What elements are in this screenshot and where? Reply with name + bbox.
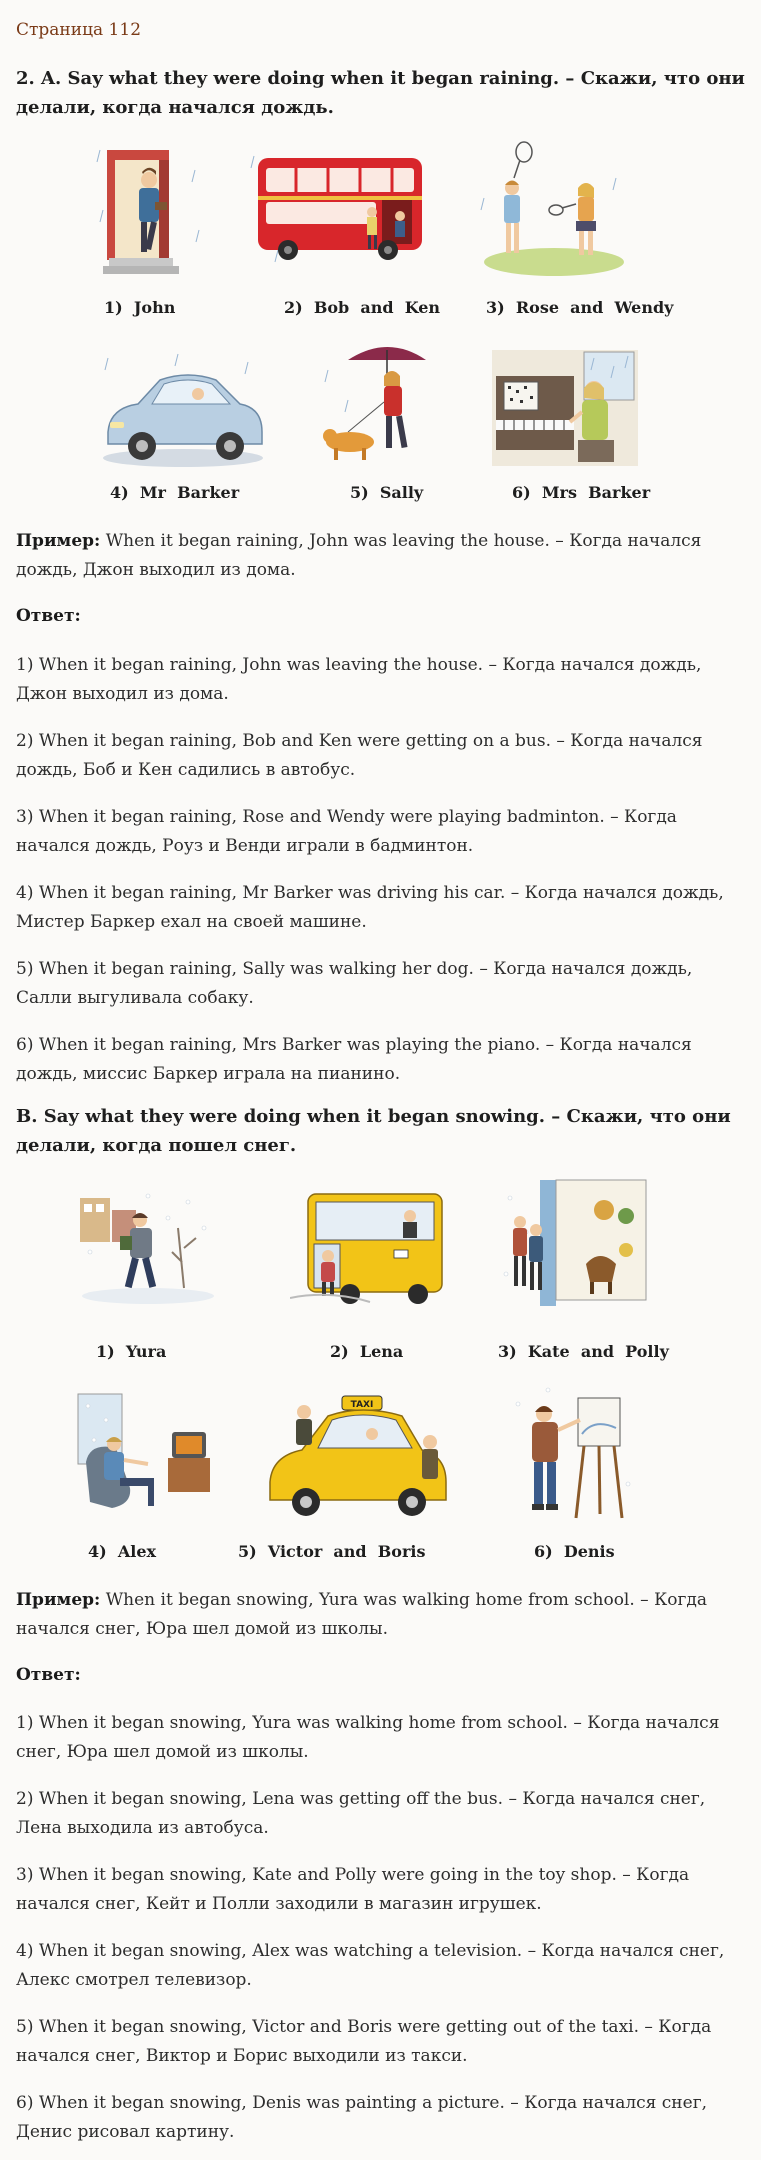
- illustration-john-leaving-house: [95, 140, 205, 280]
- page-label: Страница 112: [16, 20, 142, 40]
- caption-john: 1) John: [104, 298, 176, 317]
- example-text: When it began snowing, Yura was walking home from school. – Когда начался снег, Юра шел домой из школы.: [16, 1590, 707, 1639]
- section-a-answer-4: 4) When it began raining, Mr Barker was driving his car. – Когда начался дождь, Мистер Баркер ехал на своей машине.: [16, 883, 724, 932]
- section-b-answer-4: 4) When it began snowing, Alex was watching a television. – Когда начался снег, Алекс смотрел телевизор.: [16, 1941, 725, 1990]
- example-label: Пример:: [16, 1590, 101, 1610]
- section-b-heading: B. Say what they were doing when it began snowing. – Скажи, что они делали, когда пошел снег.: [16, 1106, 731, 1156]
- caption-victor-and-boris: 5) Victor and Boris: [238, 1542, 426, 1561]
- caption-rose-and-wendy: 3) Rose and Wendy: [486, 298, 674, 317]
- section-a-answer-1: 1) When it began raining, John was leaving the house. – Когда начался дождь, Джон выходил из дома.: [16, 655, 702, 704]
- illustration-yura-walking-home: [78, 1188, 220, 1306]
- caption-mrs-barker: 6) Mrs Barker: [512, 483, 651, 502]
- section-a-answer-2: 2) When it began raining, Bob and Ken were getting on a bus. – Когда начался дождь, Боб и Кен садились в автобус.: [16, 731, 703, 780]
- illustration-lena-getting-off-bus: [290, 1186, 450, 1308]
- example-label: Пример:: [16, 531, 101, 551]
- taxi-sign-text: TAXI: [350, 1400, 374, 1410]
- illustration-mrs-barker-piano: [490, 346, 640, 468]
- section-a-answer-3: 3) When it began raining, Rose and Wendy were playing badminton. – Когда начался дождь, Роуз и Венди играли в бадминтон.: [16, 807, 677, 856]
- section-a-answer-label: Ответ:: [16, 606, 81, 626]
- caption-bob-and-ken: 2) Bob and Ken: [284, 298, 441, 317]
- section-b-answer-6: 6) When it began snowing, Denis was painting a picture. – Когда начался снег, Денис рисовал картину.: [16, 2093, 708, 2142]
- section-a-answer-5: 5) When it began raining, Sally was walking her dog. – Когда начался дождь, Салли выгуливала собаку.: [16, 959, 693, 1008]
- example-text: When it began raining, John was leaving the house. – Когда начался дождь, Джон выходил из дома.: [16, 531, 702, 580]
- caption-mr-barker: 4) Mr Barker: [110, 483, 240, 502]
- section-a-heading: 2. A. Say what they were doing when it began raining. – Скажи, что они делали, когда начался дождь.: [16, 68, 745, 118]
- caption-denis: 6) Denis: [534, 1542, 615, 1561]
- section-b-answer-1: 1) When it began snowing, Yura was walking home from school. – Когда начался снег, Юра шел домой из школы.: [16, 1713, 720, 1762]
- illustration-kate-polly-toy-shop: [500, 1178, 650, 1308]
- illustration-mr-barker-car: [98, 352, 268, 470]
- caption-kate-and-polly: 3) Kate and Polly: [498, 1342, 669, 1361]
- illustration-alex-watching-tv: [76, 1392, 216, 1520]
- section-a-answer-6: 6) When it began raining, Mrs Barker was playing the piano. – Когда начался дождь, миссис Баркер играла на пианино.: [16, 1035, 692, 1084]
- section-b-example: [16, 1586, 746, 1644]
- section-b-answer-5: 5) When it began snowing, Victor and Boris were getting out of the taxi. – Когда начался снег, Виктор и Борис выходили из такси.: [16, 2017, 712, 2066]
- section-b-answer-label: Ответ:: [16, 1665, 81, 1685]
- section-b-answer-3: 3) When it began snowing, Kate and Polly were going in the toy shop. – Когда начался снег, Кейт и Полли заходили в магазин игрушек.: [16, 1865, 690, 1914]
- section-a-example: [16, 527, 746, 585]
- illustration-victor-boris-taxi: [262, 1392, 452, 1522]
- illustration-sally-walking-dog: [318, 340, 428, 472]
- caption-sally: 5) Sally: [350, 483, 424, 502]
- illustration-bob-ken-bus: [248, 150, 428, 268]
- caption-alex: 4) Alex: [88, 1542, 157, 1561]
- illustration-denis-painting: [508, 1384, 638, 1522]
- section-b-answer-2: 2) When it began snowing, Lena was getting off the bus. – Когда начался снег, Лена выходила из автобуса.: [16, 1789, 706, 1838]
- caption-yura: 1) Yura: [96, 1342, 167, 1361]
- caption-lena: 2) Lena: [330, 1342, 404, 1361]
- illustration-rose-wendy-badminton: [476, 138, 626, 280]
